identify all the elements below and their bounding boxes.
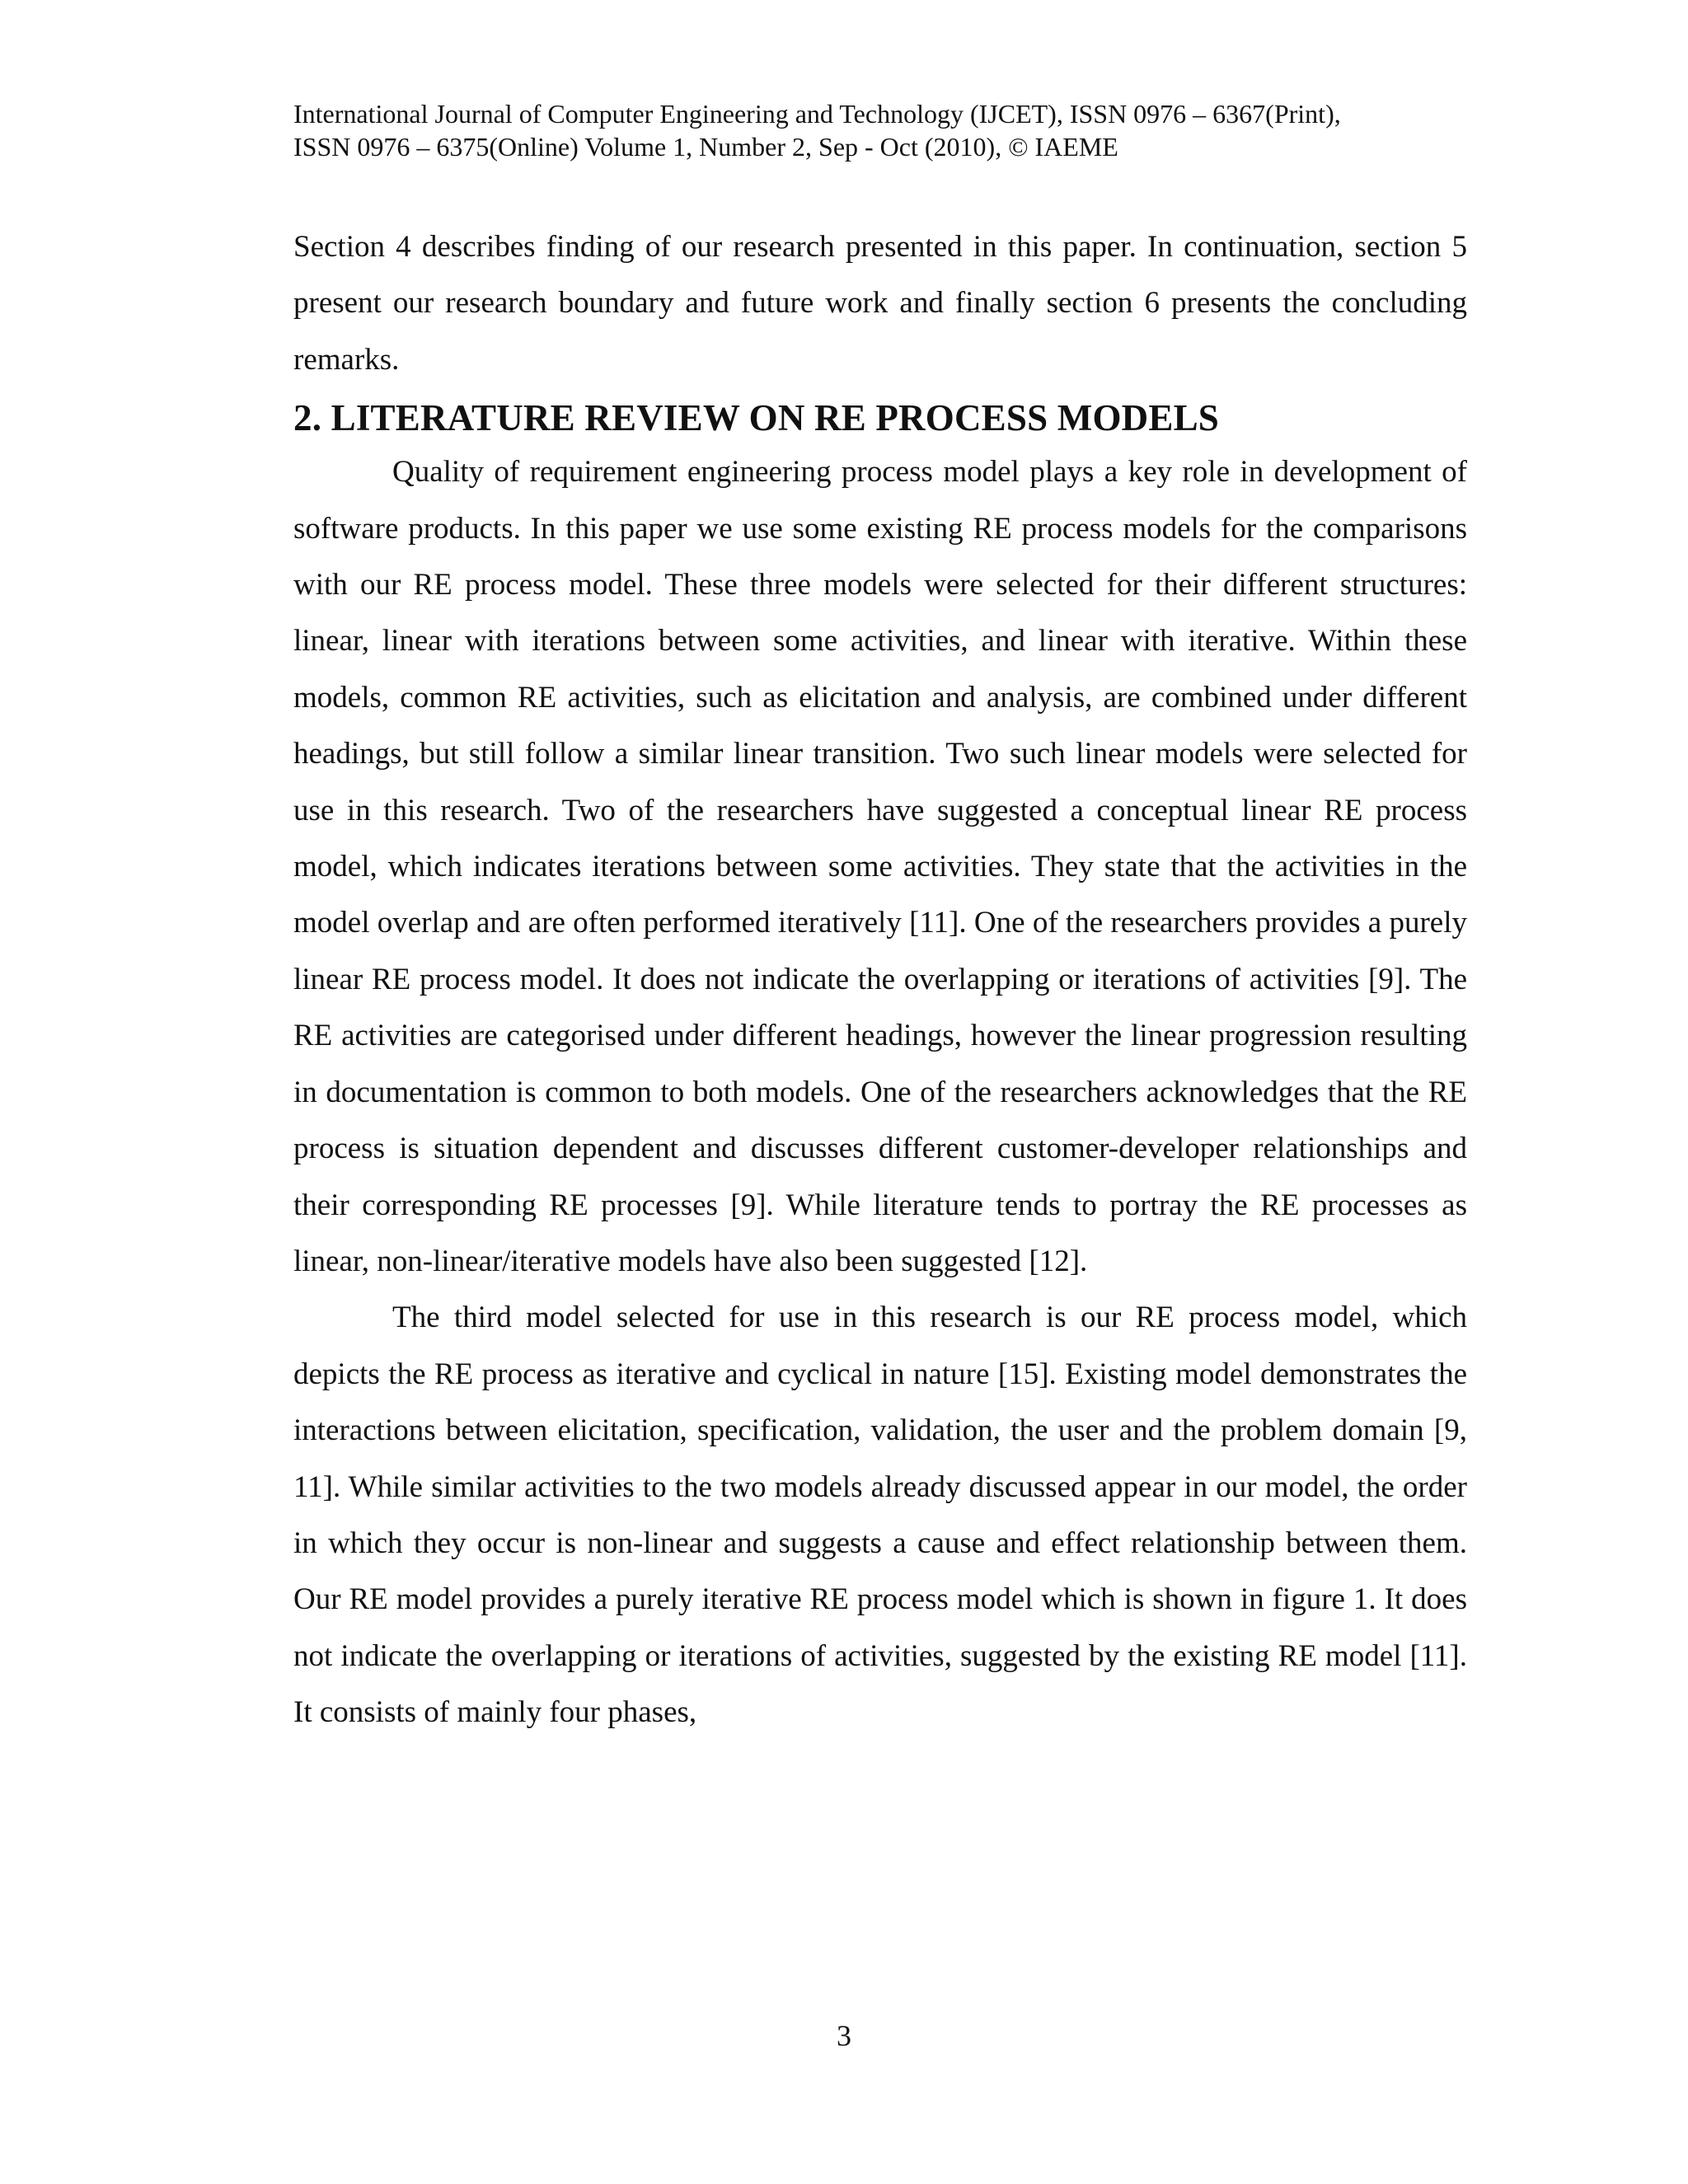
intro-paragraph: Section 4 describes finding of our research presented in this paper. In continuation, section 5 present our research boundary and future work and finally section 6 presents the concluding remarks.	[293, 230, 1467, 377]
page-body	[293, 219, 1467, 1741]
section-heading: 2. LITERATURE REVIEW ON RE PROCESS MODELS	[293, 397, 1220, 439]
body-paragraph-1: Quality of requirement engineering process model plays a key role in development of software products. In this paper we use some existing RE process models for the comparisons with our RE process model. These three models were selected for their different structures: linear, linear with iterations between some activities, and linear with iterative. Within these models, common RE activities, such as elicitation and analysis, are combined under different headings, but still follow a similar linear transition. Two such linear models were selected for use in this research. Two of the researchers have suggested a conceptual linear RE process model, which indicates iterations between some activities. They state that the activities in the model overlap and are often performed iteratively [11]. One of the researchers provides a purely linear RE process model. It does not indicate the overlapping or iterations of activities [9]. The RE activities are categorised under different headings, however the linear progression resulting in documentation is common to both models. One of the researchers acknowledges that the RE process is situation dependent and discusses different customer-developer relationships and their corresponding RE processes [9]. While literature tends to portray the RE processes as linear, non-linear/iterative models have also been suggested [12].	[293, 455, 1467, 1278]
journal-header	[293, 97, 1489, 163]
journal-header-line-1: International Journal of Computer Engineering and Technology (IJCET), ISSN 0976 – 6367(Print),	[293, 99, 1341, 129]
body-paragraph-2: The third model selected for use in this research is our RE process model, which depicts the RE process as iterative and cyclical in nature [15]. Existing model demonstrates the interactions between elicitation, specification, validation, the user and the problem domain [9, 11]. While similar activities to the two models already discussed appear in our model, the order in which they occur is non-linear and suggests a cause and effect relationship between them. Our RE model provides a purely iterative RE process model which is shown in figure 1. It does not indicate the overlapping or iterations of activities, suggested by the existing RE model [11]. It consists of mainly four phases,	[293, 1301, 1467, 1730]
page-number: 3	[837, 2019, 851, 2052]
journal-header-line-2: ISSN 0976 – 6375(Online) Volume 1, Number 2, Sep - Oct (2010), © IAEME	[293, 132, 1118, 162]
